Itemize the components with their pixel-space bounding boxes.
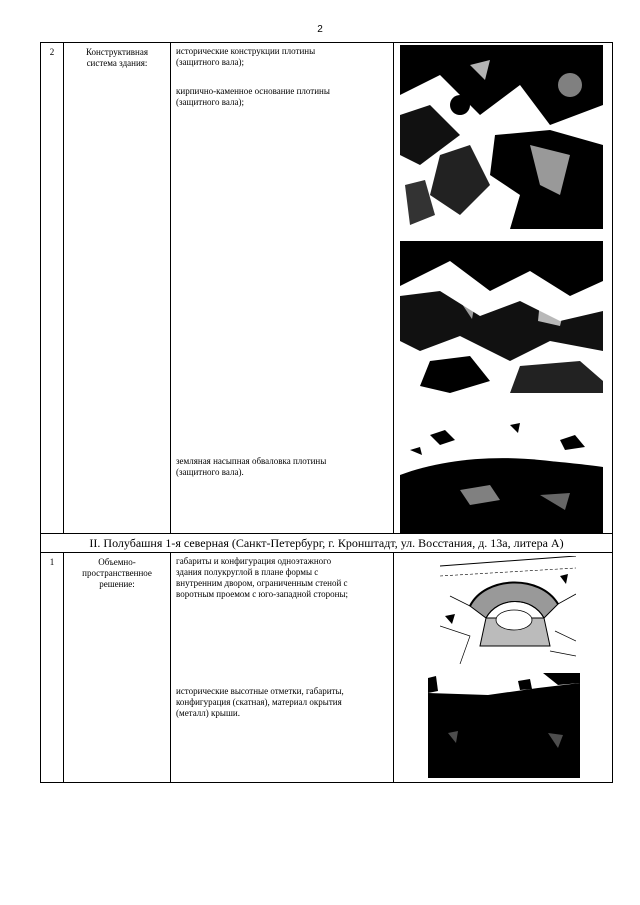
section-heading: II. Полубашня 1-я северная (Санкт-Петербург, г. Кронштадт, ул. Восстания, д. 13а, литера А) [41, 534, 613, 553]
row-name-cell [64, 43, 171, 534]
site-plan-map [440, 556, 576, 664]
row-number-cell [41, 553, 64, 783]
row-description-cell [171, 43, 394, 534]
row-name-cell [64, 553, 171, 783]
heritage-elements-table [40, 42, 613, 783]
page-number: 2 [317, 24, 323, 35]
row-number: 1 [49, 557, 55, 567]
description-item: земляная насыпная обваловка плотины (защитного вала). [176, 456, 327, 477]
roof-image [428, 673, 580, 778]
foundation-photo [400, 241, 603, 393]
row-name: Конструктивная система здания: [86, 47, 148, 68]
description-item: исторические конструкции плотины (защитного вала); [176, 46, 316, 67]
dam-structure-image [400, 45, 603, 229]
table-row [41, 534, 613, 553]
embankment-image [400, 405, 603, 533]
dam-structure-photo [400, 45, 603, 229]
row-photos-cell [394, 43, 613, 534]
foundation-image [400, 241, 603, 393]
row-description-cell [171, 553, 394, 783]
description-item: кирпично-каменное основание плотины (защитного вала); [176, 86, 330, 107]
row-number: 2 [49, 47, 55, 57]
row-name: Объемно- пространственное решение: [82, 557, 152, 589]
site-plan-image [440, 556, 576, 664]
table-row [41, 553, 613, 783]
roof-photo [428, 673, 580, 778]
row-photos-cell [394, 553, 613, 783]
row-number-cell [41, 43, 64, 534]
table-row [41, 43, 613, 534]
embankment-photo [400, 405, 603, 533]
description-item: габариты и конфигурация одноэтажного здания полукруглой в плане формы с внутренним двором, ограниченным стеной с воротным проемом с юго-западной стороны; [176, 556, 349, 599]
description-item: исторические высотные отметки, габариты, конфигурация (скатная), материал окрытия (металл) крыши. [176, 686, 344, 718]
